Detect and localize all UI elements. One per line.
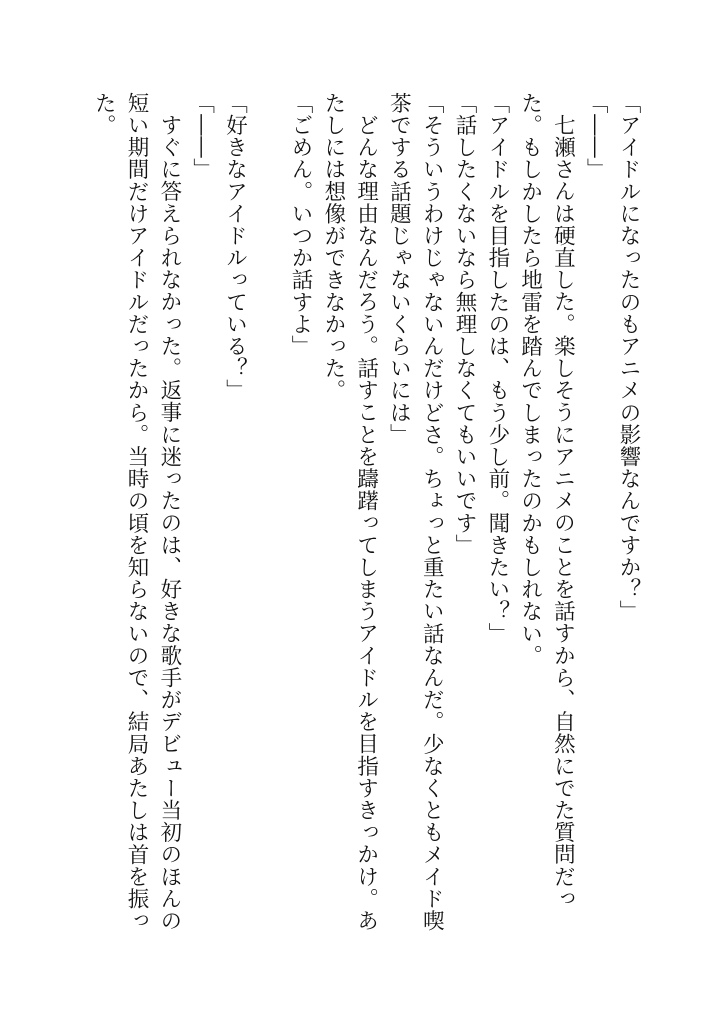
paragraph-7: どんな理由なんだろう。話すことを躊躇ってしまうアイドルを目指すきっかけ。あたしには想像ができなかった。	[320, 92, 379, 932]
blank-line	[250, 92, 283, 952]
paragraph-8: 「ごめん。いつか話すよ」	[288, 92, 314, 358]
paragraph-2: 「――」	[583, 92, 609, 181]
paragraph-6: 「そういうわけじゃないんだけどさ。ちょっと重たい話なんだ。少なくともメイド喫茶でする話題じゃないくらいには」	[386, 92, 445, 932]
paragraph-3: 七瀬さんは硬直した。楽しそうにアニメのことを話すから、自然にでた質問だった。もしかしたら地雷を踏んでしまったのかもしれない。	[517, 92, 576, 910]
paragraph-1: 「アイドルになったのもアニメの影響なんですか？」	[616, 92, 641, 623]
paragraph-11: 「――」	[189, 92, 215, 181]
vertical-text-body	[86, 92, 644, 952]
paragraph-5: 「話したくないなら無理しなくてもいいです」	[452, 92, 478, 557]
paragraph-10: 「好きなアイドルっている？」	[222, 92, 248, 402]
paragraph-12: すぐに答えられなかった。返事に迷ったのは、好きな歌手がデビュー当初のほんの短い期間だけアイドルだったから。当時の頃を知らないので、結局あたしは首を振った。	[91, 92, 182, 932]
paragraph-4: 「アイドルを目指したのは、もう少し前。聞きたい？」	[484, 92, 510, 645]
